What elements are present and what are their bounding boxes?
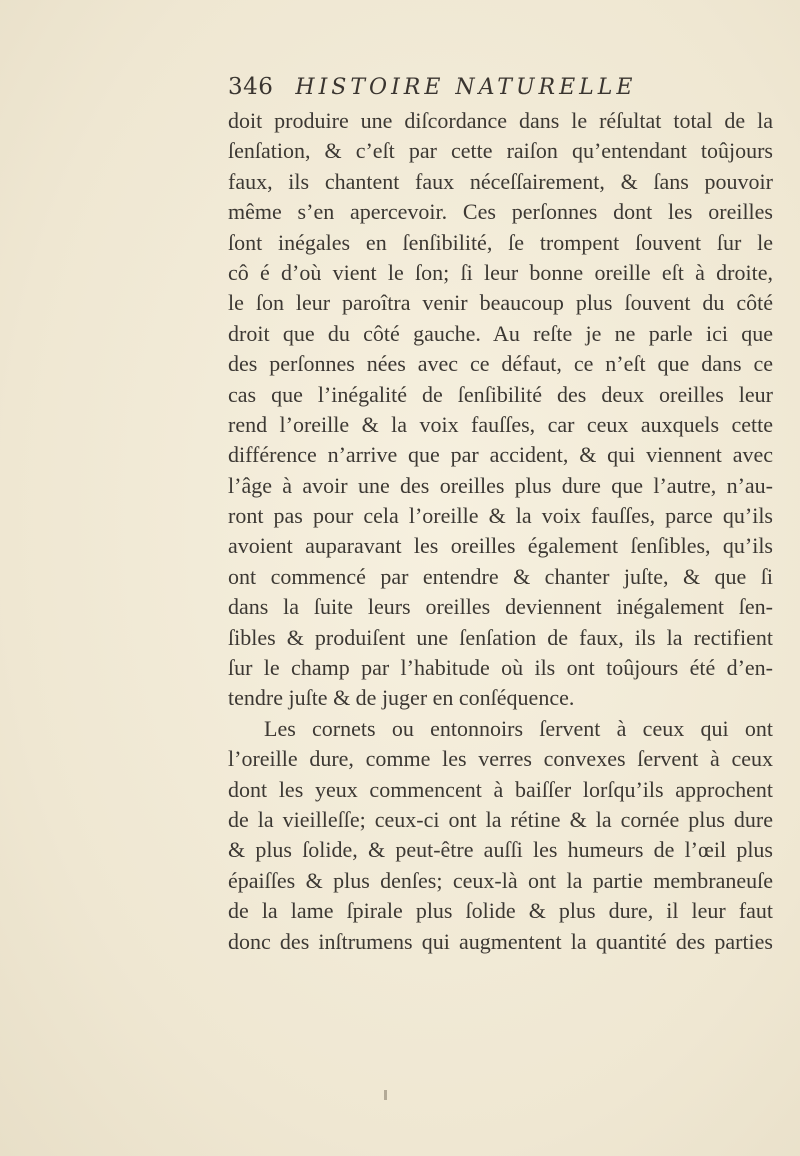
text-line: Les cornets ou entonnoirs ſervent à ceux qui ont: [264, 715, 773, 741]
text-line: l’âge à avoir une des oreilles plus dure que l’autre, n’au-: [228, 472, 773, 498]
text-line: cô é d’où vient le ſon; ſi leur bonne oreille eſt à droite,: [228, 259, 773, 285]
text-line: le ſon leur paroîtra venir beaucoup plus ſouvent du côté: [228, 290, 773, 316]
text-line: dont les yeux commencent à baiſſer lorſqu’ils approchent: [228, 776, 773, 802]
text-line: ſibles & produiſent une ſenſation de faux, ils la rectifient: [228, 624, 773, 650]
text-line: droit que du côté gauche. Au reſte je ne parle ici que: [228, 320, 773, 346]
text-line: ſur le champ par l’habitude où ils ont toûjours été d’en-: [228, 655, 773, 681]
text-line: avoient auparavant les oreilles également ſenſibles, qu’ils: [228, 533, 773, 559]
body-text: [228, 106, 773, 957]
text-line: différence n’arrive que par accident, & qui viennent avec: [228, 442, 773, 468]
text-line: ront pas pour cela l’oreille & la voix fauſſes, parce qu’ils: [228, 503, 773, 529]
paper-speck: [384, 1090, 387, 1100]
text-line: tendre juſte & de juger en conſéquence.: [228, 685, 575, 711]
text-line: de la vieilleſſe; ceux-ci ont la rétine & la cornée plus dure: [228, 806, 773, 832]
text-line: donc des inſtrumens qui augmentent la quantité des parties: [228, 928, 773, 954]
text-line: dans la ſuite leurs oreilles deviennent inégalement ſen-: [228, 594, 773, 620]
text-line: même s’en apercevoir. Ces perſonnes dont les oreilles: [228, 199, 773, 225]
text-line: épaiſſes & plus denſes; ceux-là ont la partie membraneuſe: [228, 867, 773, 893]
text-line: doit produire une diſcordance dans le réſultat total de la: [228, 108, 773, 133]
page-header: [228, 74, 636, 106]
page-number: 346: [228, 74, 274, 100]
text-line: l’oreille dure, comme les verres convexes ſervent à ceux: [228, 746, 773, 772]
text-line: de la lame ſpirale plus ſolide & plus dure, il leur faut: [228, 898, 773, 924]
text-line: ſenſation, & c’eſt par cette raiſon qu’entendant toûjours: [228, 138, 773, 164]
text-line: rend l’oreille & la voix fauſſes, car ceux auxquels cette: [228, 411, 773, 437]
text-line: des perſonnes nées avec ce défaut, ce n’eſt que dans ce: [228, 351, 773, 377]
text-line: ont commencé par entendre & chanter juſte, & que ſi: [228, 563, 773, 589]
text-line: ſont inégales en ſenſibilité, ſe trompent ſouvent ſur le: [228, 229, 773, 255]
text-line: cas que l’inégalité de ſenſibilité des deux oreilles leur: [228, 381, 773, 407]
text-line: faux, ils chantent faux néceſſairement, & ſans pouvoir: [228, 168, 773, 194]
running-title: HISTOIRE NATURELLE: [295, 75, 637, 100]
text-line: & plus ſolide, & peut-être auſſi les humeurs de l’œil plus: [228, 837, 773, 863]
